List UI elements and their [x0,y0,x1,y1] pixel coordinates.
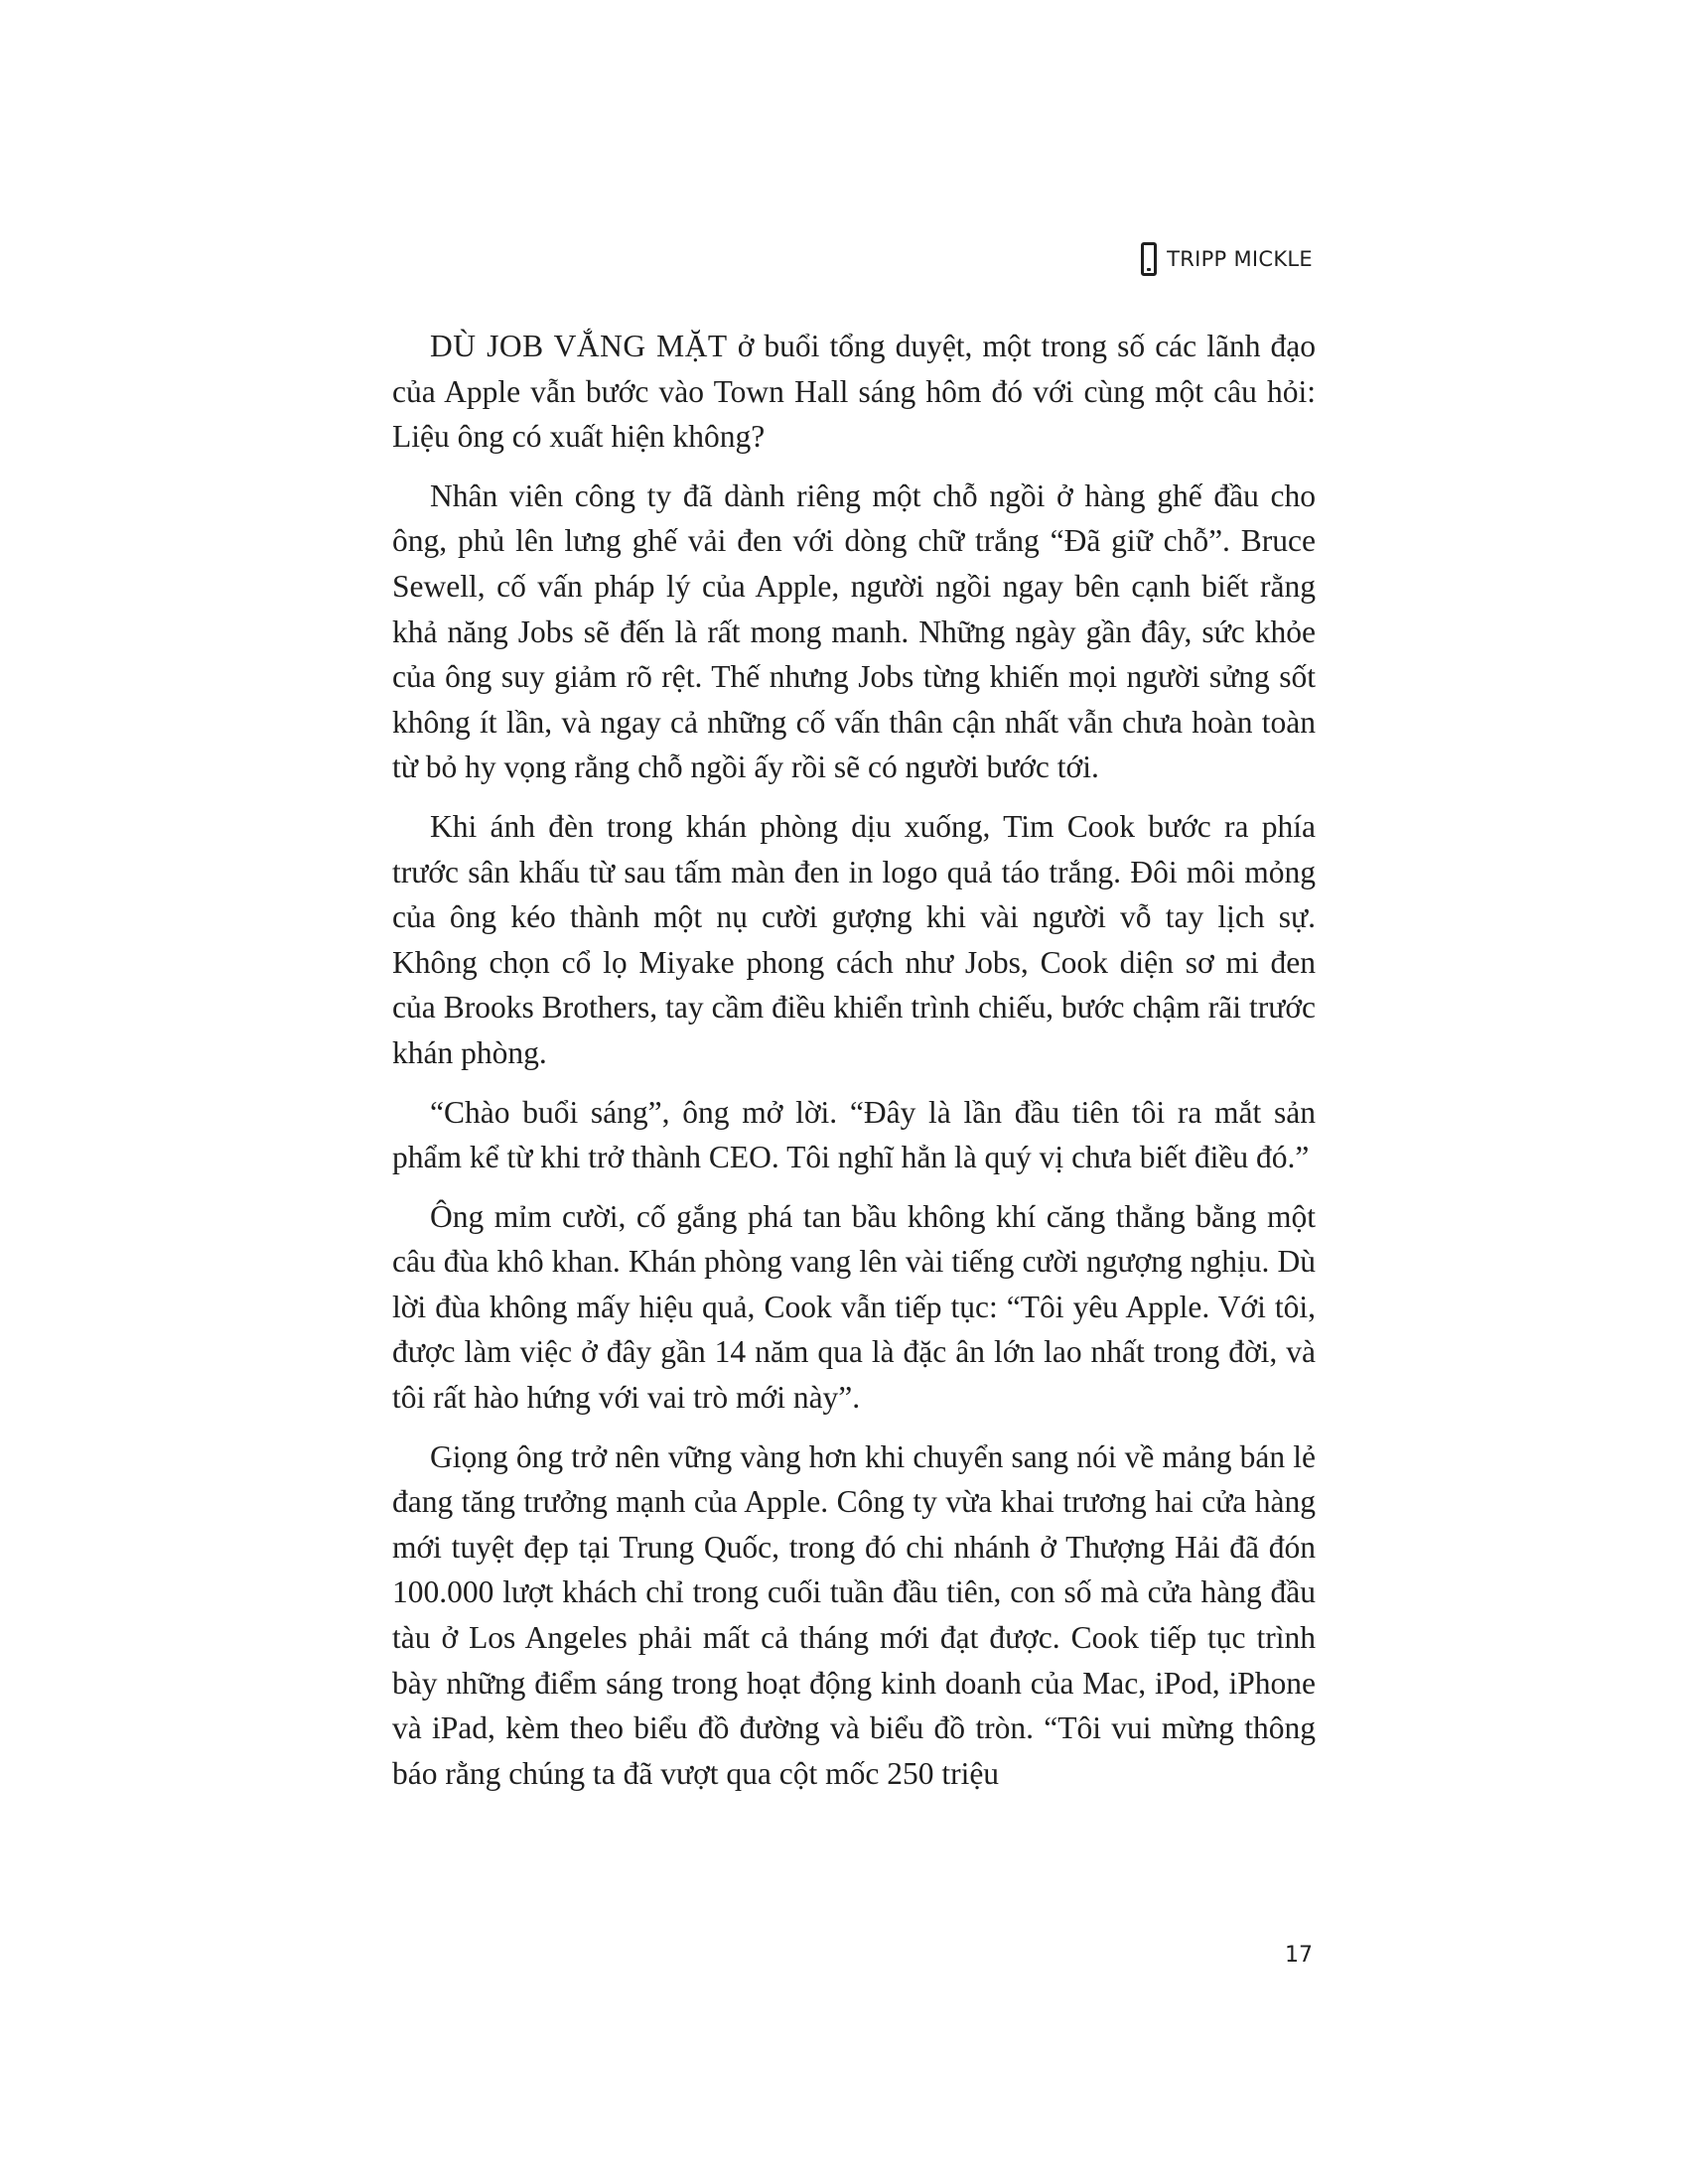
paragraph-6: Giọng ông trở nên vững vàng hơn khi chuyển sang nói về mảng bán lẻ đang tăng trưởng mạnh của Apple. Công ty vừa khai trương hai cửa hàng mới tuyệt đẹp tại Trung Quốc, trong đó chi nhánh ở Thượng Hải đã đón 100.000 lượt khách chỉ trong cuối tuần đầu tiên, con số mà cửa hàng đầu tàu ở Los Angeles phải mất cả tháng mới đạt được. Cook tiếp tục trình bày những điểm sáng trong hoạt động kinh doanh của Mac, iPod, iPhone và iPad, kèm theo biểu đồ đường và biểu đồ tròn. “Tôi vui mừng thông báo rằng chúng ta đã vượt qua cột mốc 250 triệu [392,1438,1316,1791]
paragraph-text: ở buổi tổng duyệt, một trong số các lãnh đạo của Apple vẫn bước vào Town Hall sáng hôm đó với cùng một câu hỏi: Liệu ông có xuất hiện không? [392,329,1316,455]
phone-icon [1141,242,1157,276]
paragraph-4: “Chào buổi sáng”, ông mở lời. “Đây là lần đầu tiên tôi ra mắt sản phẩm kể từ khi trở thành CEO. Tôi nghĩ hẳn là quý vị chưa biết điều đó.” [392,1094,1316,1175]
paragraph-1 [392,324,1316,460]
author-name: TRIPP MICKLE [1167,247,1313,271]
paragraph-3: Khi ánh đèn trong khán phòng dịu xuống, Tim Cook bước ra phía trước sân khấu từ sau tấm màn đen in logo quả táo trắng. Đôi môi mỏng của ông kéo thành một nụ cười gượng khi vài người vỗ tay lịch sự. Không chọn cổ lọ Miyake phong cách như Jobs, Cook diện sơ mi đen của Brooks Brothers, tay cầm điều khiển trình chiếu, bước chậm rãi trước khán phòng. [392,808,1316,1070]
paragraph-2: Nhân viên công ty đã dành riêng một chỗ ngồi ở hàng ghế đầu cho ông, phủ lên lưng ghế vải đen với dòng chữ trắng “Đã giữ chỗ”. Bruce Sewell, cố vấn pháp lý của Apple, người ngồi ngay bên cạnh biết rằng khả năng Jobs sẽ đến là rất mong manh. Những ngày gần đây, sức khỏe của ông suy giảm rõ rệt. Thế nhưng Jobs từng khiến mọi người sửng sốt không ít lần, và ngay cả những cố vấn thân cận nhất vẫn chưa hoàn toàn từ bỏ hy vọng rằng chỗ ngồi ấy rồi sẽ có người bước tới. [392,478,1316,785]
lead-in-small-caps: DÙ JOB VẮNG MẶT [430,329,728,363]
paragraph-5: Ông mỉm cười, cố gắng phá tan bầu không khí căng thẳng bằng một câu đùa khô khan. Khán phòng vang lên vài tiếng cười ngượng nghịu. Dù lời đùa không mấy hiệu quả, Cook vẫn tiếp tục: “Tôi yêu Apple. Với tôi, được làm việc ở đây gần 14 năm qua là đặc ân lớn lao nhất trong đời, và tôi rất hào hứng với vai trò mới này”. [392,1198,1316,1416]
running-header [1141,239,1313,279]
page-number: 17 [1285,1943,1313,1968]
body-text [392,324,1316,1810]
